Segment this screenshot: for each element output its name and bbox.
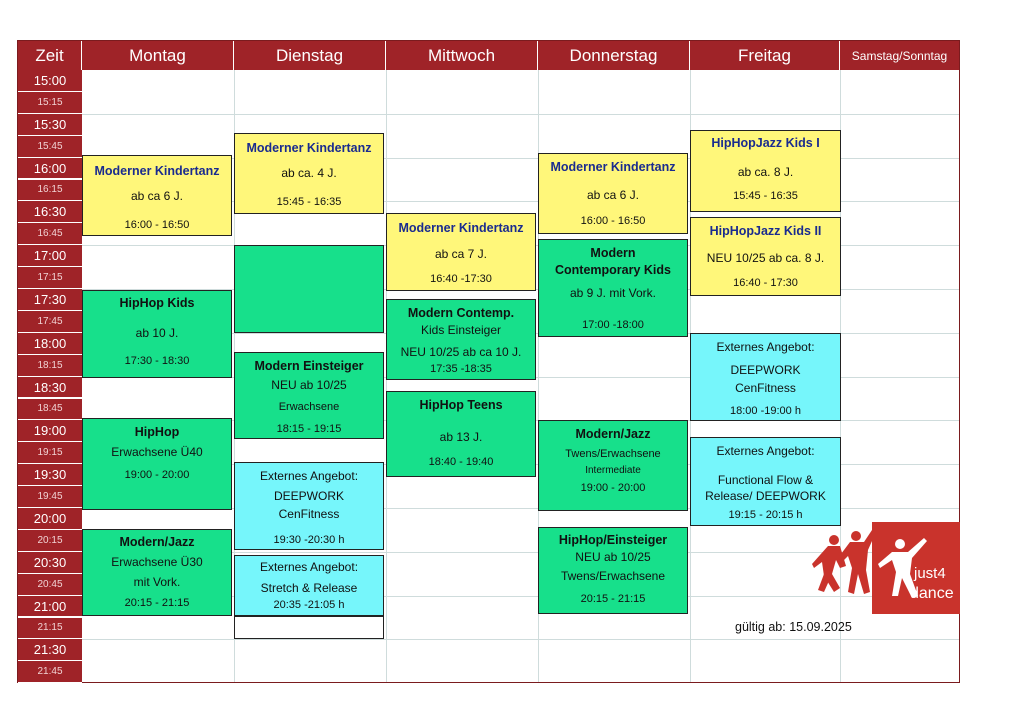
class-monday-hiphop-kids[interactable] <box>82 290 232 378</box>
class-thursday-contemporary-kids[interactable] <box>538 239 688 337</box>
class-time: 19:30 -20:30 h <box>273 534 345 546</box>
class-monday-kindertanz[interactable] <box>82 155 232 236</box>
class-time: 16:40 -17:30 <box>430 273 492 285</box>
time-label: 17:30 <box>18 289 82 311</box>
class-info: CenFitness <box>278 507 340 521</box>
time-label: 18:45 <box>18 399 82 421</box>
class-time: 17:35 -18:35 <box>430 363 492 375</box>
class-info: NEU 10/25 ab ca. 8 J. <box>706 251 825 265</box>
time-label: 20:15 <box>18 530 82 552</box>
time-label: 15:15 <box>18 92 82 114</box>
class-title: HipHop Teens <box>419 398 503 412</box>
class-time: 17:30 - 18:30 <box>124 355 190 367</box>
class-time: 18:15 - 19:15 <box>276 423 342 435</box>
time-label: 19:45 <box>18 486 82 508</box>
class-tuesday-kindertanz[interactable] <box>234 133 384 214</box>
class-time: 15:45 - 16:35 <box>733 190 798 202</box>
class-info: Twens/Erwachsene <box>560 569 666 583</box>
class-title: HipHop <box>134 425 180 439</box>
class-info: NEU 10/25 ab ca 10 J. <box>400 345 522 359</box>
logo-text-line2: dance <box>910 585 954 602</box>
class-info: Functional Flow & <box>717 473 814 487</box>
class-info: Intermediate <box>585 465 641 476</box>
header-friday: Freitag <box>690 41 840 70</box>
class-friday-hiphopjazz-kids-2[interactable] <box>690 217 841 296</box>
time-label: 18:30 <box>18 377 82 399</box>
just4dance-logo <box>812 522 960 614</box>
class-info: ab ca 6 J. <box>586 188 640 202</box>
class-info: ab ca. 8 J. <box>737 165 794 179</box>
class-time: 19:00 - 20:00 <box>580 482 646 494</box>
class-friday-hiphopjazz-kids-1[interactable] <box>690 130 841 212</box>
class-title: Externes Angebot: <box>716 340 815 354</box>
time-label: 17:00 <box>18 245 82 267</box>
time-label: 21:15 <box>18 618 82 640</box>
class-info: Erwachsene <box>278 401 340 413</box>
class-title: Moderner Kindertanz <box>246 141 372 155</box>
time-label: 21:30 <box>18 639 82 661</box>
class-title: Modern <box>590 246 636 260</box>
time-label: 15:30 <box>18 114 82 136</box>
header-wednesday: Mittwoch <box>386 41 538 70</box>
class-thursday-modern-jazz[interactable] <box>538 420 688 511</box>
class-time: 20:35 -21:05 h <box>273 599 345 611</box>
class-wednesday-kindertanz[interactable] <box>386 213 536 291</box>
class-info: Erwachsene Ü30 <box>111 555 203 569</box>
class-time: 20:15 - 21:15 <box>580 593 646 605</box>
class-tuesday-deepwork[interactable] <box>234 462 384 550</box>
class-info: NEU ab 10/25 <box>575 550 651 564</box>
class-title: Modern Contemp. <box>407 306 515 320</box>
class-monday-hiphop[interactable] <box>82 418 232 510</box>
class-info: ab 9 J. mit Vork. <box>569 286 657 300</box>
class-thursday-hiphop-einsteiger[interactable] <box>538 527 688 614</box>
class-title: Externes Angebot: <box>259 469 359 483</box>
class-info: DEEPWORK <box>730 363 801 377</box>
grid-hline <box>82 114 959 115</box>
class-info: Twens/Erwachsene <box>565 448 661 460</box>
class-tuesday-stretch-release[interactable] <box>234 555 384 616</box>
class-info: ab 10 J. <box>135 326 179 340</box>
header-tuesday: Dienstag <box>234 41 386 70</box>
time-label: 16:00 <box>18 158 82 180</box>
class-time: 16:40 - 17:30 <box>733 277 798 289</box>
time-label: 19:15 <box>18 442 82 464</box>
class-info: ab ca 6 J. <box>130 189 184 203</box>
header-monday: Montag <box>82 41 234 70</box>
class-time: 17:00 -18:00 <box>582 319 644 331</box>
time-label: 16:15 <box>18 180 82 202</box>
class-title: Modern/Jazz <box>119 535 195 549</box>
class-info: CenFitness <box>735 381 796 395</box>
time-label: 17:45 <box>18 311 82 333</box>
class-title: Moderner Kindertanz <box>398 221 524 235</box>
time-label: 20:00 <box>18 508 82 530</box>
time-label: 15:00 <box>18 70 82 92</box>
class-friday-functional-flow[interactable] <box>690 437 841 526</box>
time-label: 21:45 <box>18 661 82 683</box>
class-tuesday-empty-slot <box>234 245 384 333</box>
class-title: HipHopJazz Kids II <box>709 224 822 238</box>
header-time: Zeit <box>18 41 82 70</box>
class-info: DEEPWORK <box>273 489 344 503</box>
class-tuesday-modern-einsteiger[interactable] <box>234 352 384 439</box>
valid-from-note: gültig ab: 15.09.2025 <box>735 620 852 634</box>
time-label: 19:00 <box>18 420 82 442</box>
time-label: 19:30 <box>18 464 82 486</box>
class-thursday-kindertanz[interactable] <box>538 153 688 234</box>
class-time: 20:15 - 21:15 <box>124 597 190 609</box>
time-label: 16:30 <box>18 201 82 223</box>
logo-text-line1: just4 <box>914 565 946 582</box>
class-time: 16:00 - 16:50 <box>124 219 190 231</box>
class-info: Release/ DEEPWORK <box>705 489 826 503</box>
class-wednesday-modern-contemp[interactable] <box>386 299 536 380</box>
class-time: 18:40 - 19:40 <box>428 456 494 468</box>
class-title: Externes Angebot: <box>716 444 815 458</box>
class-title: Externes Angebot: <box>259 560 359 574</box>
time-label: 20:45 <box>18 574 82 596</box>
class-title: Moderner Kindertanz <box>94 164 220 178</box>
class-info: ab 13 J. <box>439 430 483 444</box>
class-title: Modern Einsteiger <box>254 359 364 373</box>
class-monday-modern-jazz[interactable] <box>82 529 232 616</box>
class-title: HipHopJazz Kids I <box>711 136 820 150</box>
class-time: 18:00 -19:00 h <box>730 405 801 417</box>
class-tuesday-blank <box>234 616 384 639</box>
class-time: 16:00 - 16:50 <box>580 215 646 227</box>
class-info: Stretch & Release <box>260 581 358 595</box>
time-label: 15:45 <box>18 136 82 158</box>
class-info: NEU ab 10/25 <box>271 378 347 392</box>
header-weekend: Samstag/Sonntag <box>840 41 959 70</box>
class-friday-deepwork[interactable] <box>690 333 841 421</box>
class-info: Erwachsene Ü40 <box>111 445 203 459</box>
time-label: 18:00 <box>18 333 82 355</box>
class-title: Moderner Kindertanz <box>550 160 676 174</box>
class-info: ab ca 7 J. <box>434 247 488 261</box>
class-time: 19:00 - 20:00 <box>124 469 190 481</box>
time-label: 21:00 <box>18 596 82 618</box>
class-title: Modern/Jazz <box>575 427 651 441</box>
header-thursday: Donnerstag <box>538 41 690 70</box>
time-label: 18:15 <box>18 355 82 377</box>
class-info: mit Vork. <box>133 575 181 589</box>
class-title: HipHop Kids <box>119 296 195 310</box>
class-info: Kids Einsteiger <box>420 323 502 337</box>
class-wednesday-hiphop-teens[interactable] <box>386 391 536 477</box>
class-title: HipHop/Einsteiger <box>558 533 668 547</box>
grid-hline <box>82 639 959 640</box>
time-label: 20:30 <box>18 552 82 574</box>
time-label: 16:45 <box>18 223 82 245</box>
class-title-2: Contemporary Kids <box>555 263 671 277</box>
class-time: 15:45 - 16:35 <box>276 196 342 208</box>
class-info: ab ca. 4 J. <box>281 166 337 180</box>
class-time: 19:15 - 20:15 h <box>728 509 803 521</box>
time-label: 17:15 <box>18 267 82 289</box>
